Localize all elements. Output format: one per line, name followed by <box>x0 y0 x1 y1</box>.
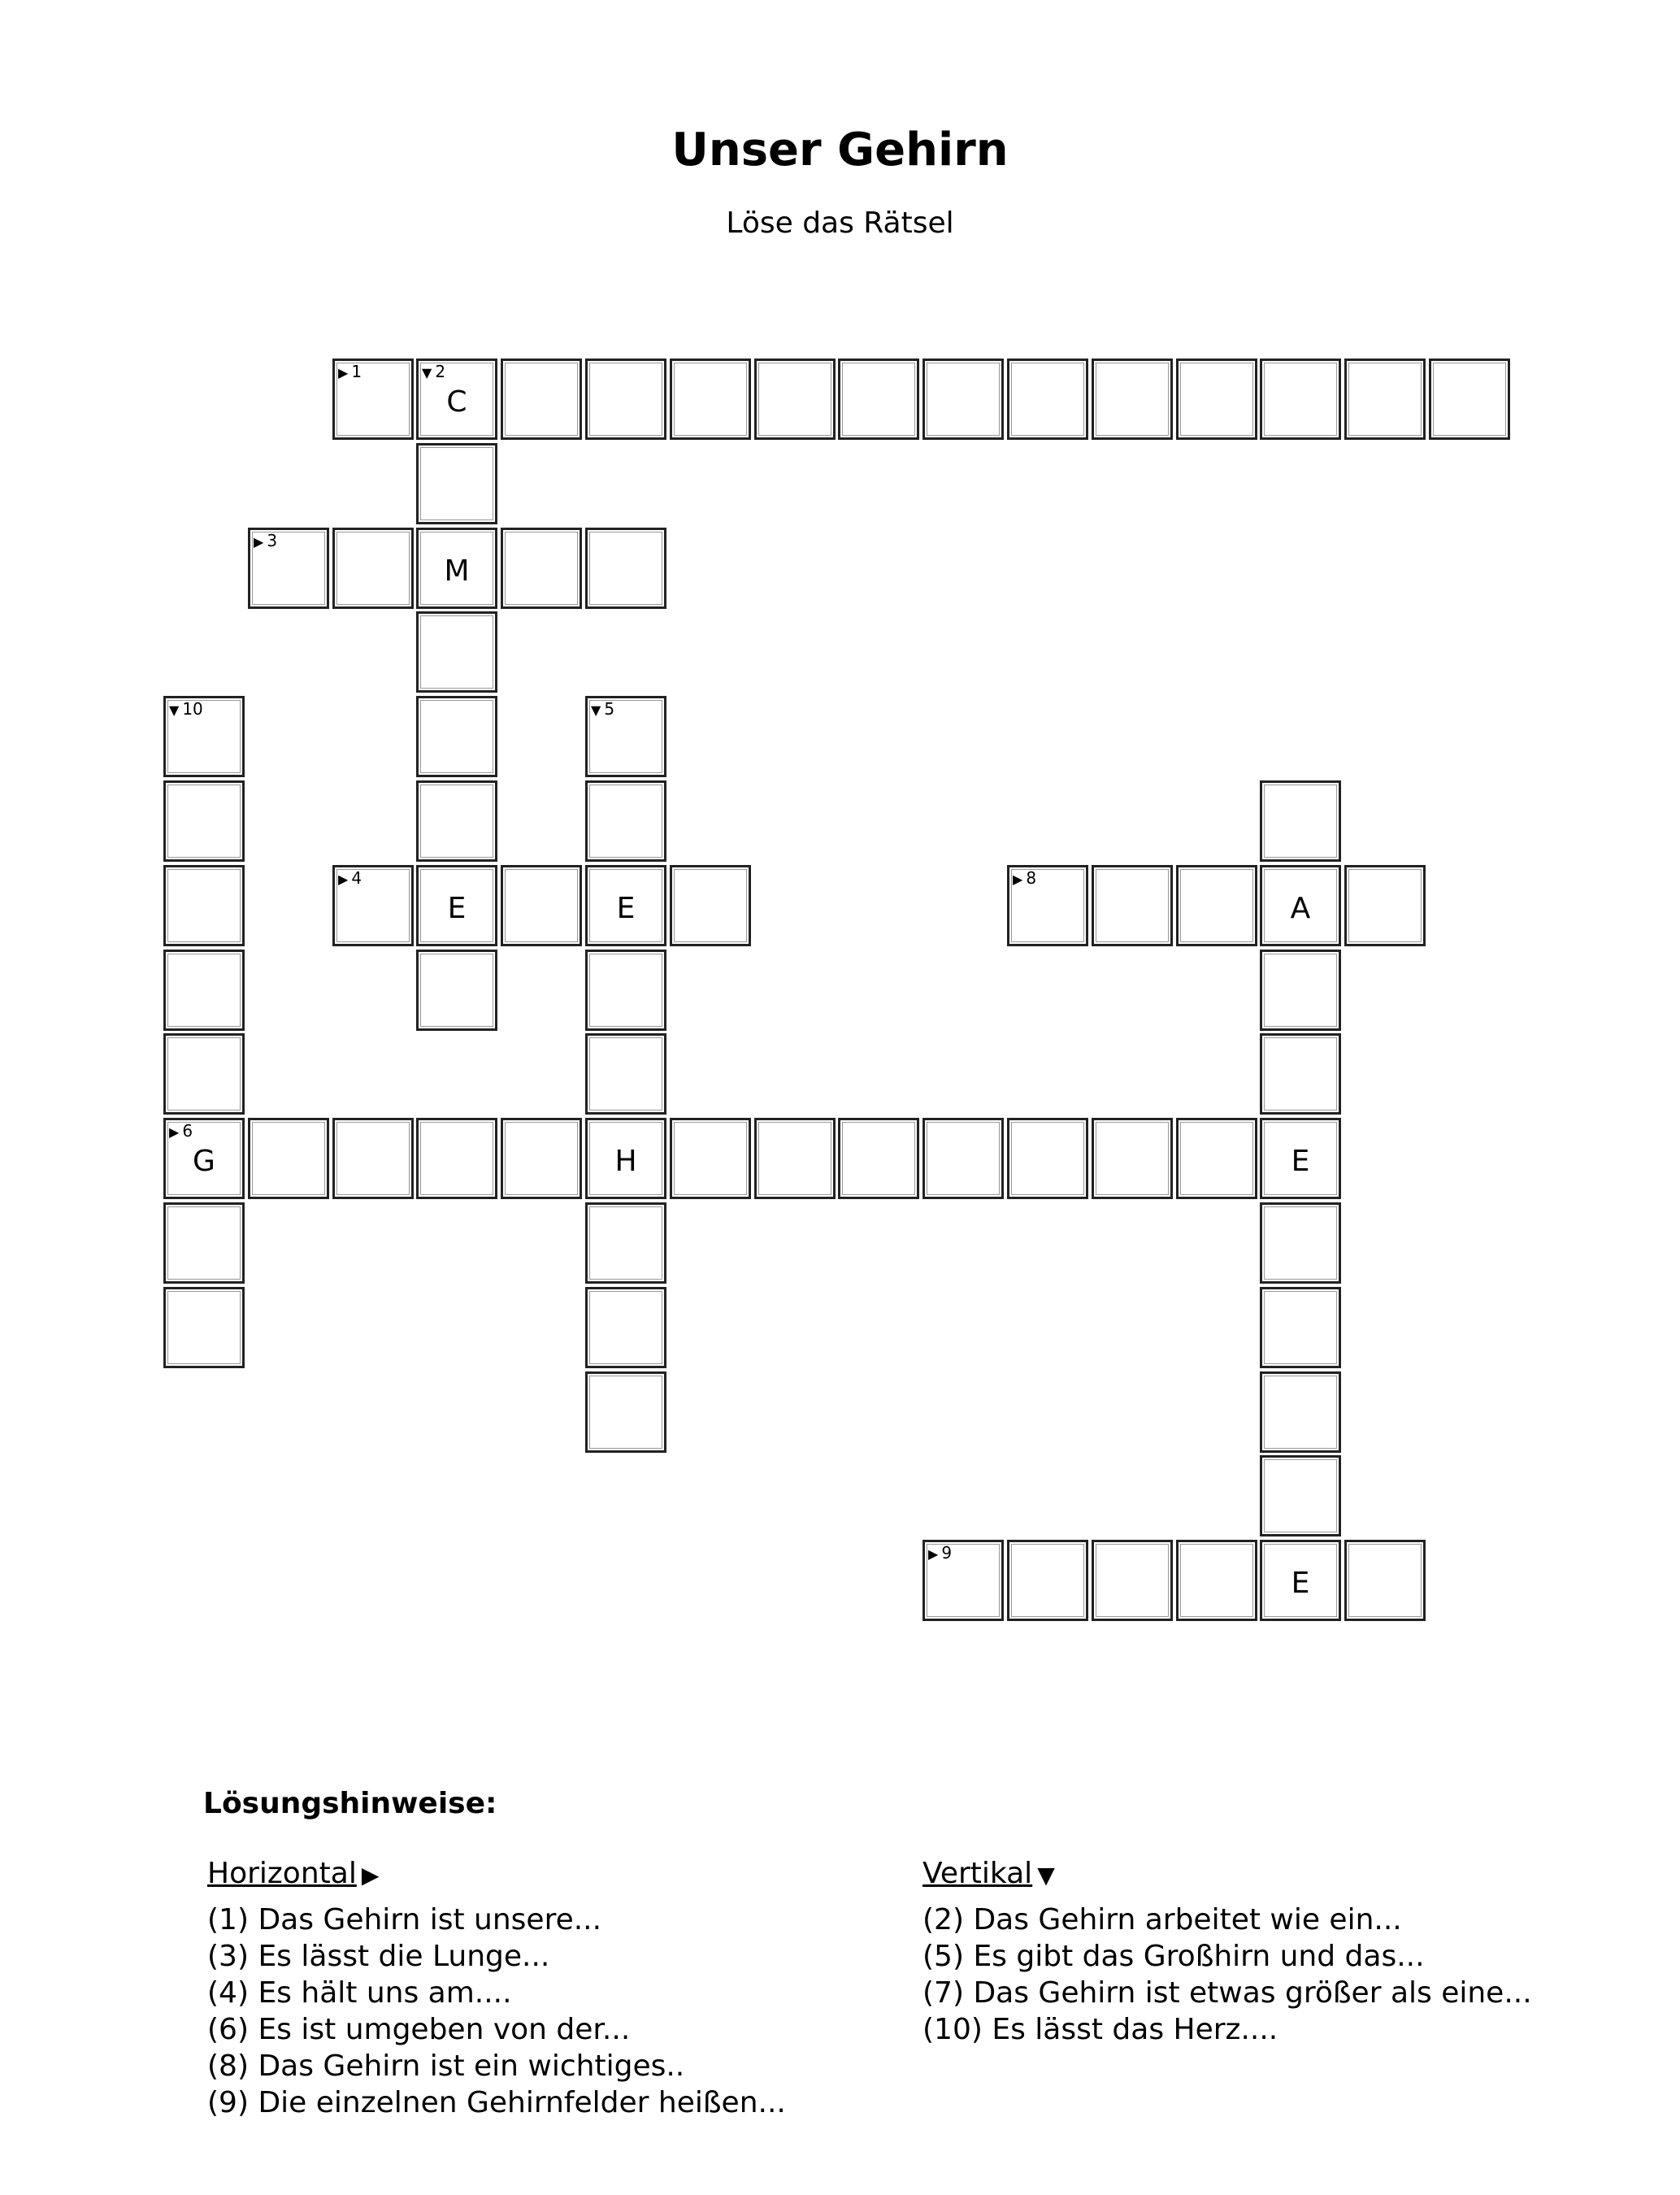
grid-cell[interactable] <box>585 1118 666 1199</box>
grid-cell[interactable] <box>670 1118 751 1199</box>
grid-cell[interactable] <box>585 780 666 862</box>
grid-cell[interactable] <box>1260 1202 1341 1284</box>
grid-cell[interactable] <box>585 696 666 777</box>
grid-cell[interactable] <box>1260 1118 1341 1199</box>
grid-cell[interactable] <box>922 359 1004 440</box>
grid-cell[interactable] <box>754 359 836 440</box>
clue-number-label: 4 <box>351 868 362 888</box>
grid-cell[interactable] <box>416 443 497 524</box>
clue-item: (9) Die einzelnen Gehirnfelder heißen... <box>207 2086 786 2119</box>
grid-cell[interactable] <box>754 1118 836 1199</box>
grid-cell[interactable] <box>1176 1540 1257 1621</box>
right-arrow-icon: ▶ <box>169 1124 180 1140</box>
grid-cell[interactable] <box>1260 780 1341 862</box>
grid-cell[interactable] <box>416 1118 497 1199</box>
grid-cell[interactable] <box>332 1118 414 1199</box>
grid-cell[interactable] <box>1092 1540 1173 1621</box>
grid-cell[interactable] <box>1260 1033 1341 1115</box>
clue-item: (2) Das Gehirn arbeitet wie ein... <box>922 1903 1402 1936</box>
cell-letter: E <box>616 891 636 925</box>
clue-item: (10) Es lässt das Herz.... <box>922 2013 1278 2046</box>
grid-cell[interactable] <box>670 359 751 440</box>
grid-cell[interactable] <box>163 865 245 946</box>
grid-cell[interactable] <box>332 359 414 440</box>
grid-cell[interactable] <box>838 1118 919 1199</box>
grid-cell[interactable] <box>1007 1118 1088 1199</box>
grid-cell[interactable] <box>1260 1455 1341 1536</box>
grid-cell[interactable] <box>1260 1540 1341 1621</box>
grid-cell[interactable] <box>501 359 582 440</box>
grid-cell[interactable] <box>670 865 751 946</box>
grid-cell[interactable] <box>416 611 497 693</box>
clue-item: (5) Es gibt das Großhirn und das... <box>922 1940 1425 1973</box>
grid-cell[interactable] <box>163 1118 245 1199</box>
page-title: Unser Gehirn <box>671 124 1009 176</box>
right-arrow-icon: ▶ <box>1013 871 1023 887</box>
grid-cell[interactable] <box>1092 1118 1173 1199</box>
clue-number-label: 6 <box>182 1121 193 1141</box>
cell-letter: E <box>1291 1144 1310 1178</box>
clue-number-label: 1 <box>351 362 362 381</box>
grid-cell[interactable] <box>1092 865 1173 946</box>
clue-number <box>1013 869 1036 889</box>
grid-cell[interactable] <box>248 528 329 609</box>
grid-cell[interactable] <box>922 1118 1004 1199</box>
grid-cell[interactable] <box>585 950 666 1031</box>
vertical-clue-list <box>922 1902 1532 2048</box>
horizontal-heading: Horizontal <box>207 1857 357 1890</box>
cell-letter: A <box>1290 891 1311 925</box>
clue-item: (8) Das Gehirn ist ein wichtiges.. <box>207 2049 685 2083</box>
grid-cell[interactable] <box>1260 865 1341 946</box>
grid-cell[interactable] <box>585 359 666 440</box>
cell-letter: E <box>1291 1566 1310 1600</box>
clue-item: (1) Das Gehirn ist unsere... <box>207 1903 602 1936</box>
grid-cell[interactable] <box>585 1033 666 1115</box>
grid-cell[interactable] <box>416 528 497 609</box>
cell-letter: G <box>193 1144 215 1178</box>
grid-cell[interactable] <box>416 950 497 1031</box>
grid-cell[interactable] <box>838 359 919 440</box>
right-arrow-icon: ▶ <box>254 534 264 550</box>
grid-cell[interactable] <box>163 950 245 1031</box>
grid-cell[interactable] <box>1007 865 1088 946</box>
grid-cell[interactable] <box>501 528 582 609</box>
grid-cell[interactable] <box>1344 865 1426 946</box>
grid-cell[interactable] <box>1260 1287 1341 1368</box>
down-arrow-icon: ▼ <box>422 365 432 380</box>
clues-heading: Lösungshinweise: <box>203 1787 497 1820</box>
grid-cell[interactable] <box>248 1118 329 1199</box>
grid-cell[interactable] <box>1344 1540 1426 1621</box>
clue-number-label: 3 <box>267 531 278 550</box>
cell-letter: E <box>447 891 467 925</box>
grid-cell[interactable] <box>585 1371 666 1453</box>
clue-item: (6) Es ist umgeben von der... <box>207 2013 631 2046</box>
grid-cell[interactable] <box>416 696 497 777</box>
right-arrow-icon: ▶ <box>928 1546 939 1562</box>
grid-cell[interactable] <box>585 1202 666 1284</box>
grid-cell[interactable] <box>163 1202 245 1284</box>
cell-letter: C <box>446 385 467 419</box>
clue-number-label: 2 <box>435 362 446 381</box>
grid-cell[interactable] <box>922 1540 1004 1621</box>
clue-number-label: 10 <box>182 699 203 719</box>
grid-cell[interactable] <box>163 1287 245 1368</box>
right-arrow-icon: ▶ <box>338 365 349 380</box>
grid-cell[interactable] <box>1344 359 1426 440</box>
down-arrow-icon: ▼ <box>169 702 180 718</box>
clue-number-label: 8 <box>1026 868 1037 888</box>
grid-cell[interactable] <box>416 780 497 862</box>
grid-cell[interactable] <box>585 865 666 946</box>
clue-number <box>338 869 362 889</box>
grid-cell[interactable] <box>585 528 666 609</box>
cell-letter: H <box>614 1144 637 1178</box>
right-arrow-icon: ▶ <box>361 1862 380 1889</box>
grid-cell[interactable] <box>585 1287 666 1368</box>
grid-cell[interactable] <box>1092 359 1173 440</box>
grid-cell[interactable] <box>1260 1371 1341 1453</box>
grid-cell[interactable] <box>1429 359 1510 440</box>
clue-number <box>254 532 277 551</box>
grid-cell[interactable] <box>332 528 414 609</box>
grid-cell[interactable] <box>1007 1540 1088 1621</box>
grid-cell[interactable] <box>1007 359 1088 440</box>
grid-cell[interactable] <box>1176 865 1257 946</box>
right-arrow-icon: ▶ <box>338 871 349 887</box>
grid-cell[interactable] <box>501 1118 582 1199</box>
clue-item: (7) Das Gehirn ist etwas größer als eine... <box>922 1976 1532 2010</box>
horizontal-clue-list <box>207 1902 786 2121</box>
clue-number <box>591 700 614 719</box>
grid-cell[interactable] <box>416 359 497 440</box>
grid-cell[interactable] <box>163 780 245 862</box>
clue-number-label: 5 <box>604 699 615 719</box>
grid-cell[interactable] <box>1176 359 1257 440</box>
grid-cell[interactable] <box>501 865 582 946</box>
clues-horizontal <box>207 1855 786 2121</box>
grid-cell[interactable] <box>416 865 497 946</box>
grid-cell[interactable] <box>1260 359 1341 440</box>
clue-item: (3) Es lässt die Lunge... <box>207 1940 550 1973</box>
clue-number <box>169 700 203 719</box>
grid-cell[interactable] <box>332 865 414 946</box>
clue-item: (4) Es hält uns am.... <box>207 1976 512 2010</box>
down-arrow-icon: ▼ <box>1037 1862 1055 1889</box>
down-arrow-icon: ▼ <box>591 702 601 718</box>
vertical-heading: Vertikal <box>922 1857 1033 1890</box>
grid-cell[interactable] <box>1260 950 1341 1031</box>
clue-number-label: 9 <box>941 1543 953 1563</box>
clue-number <box>338 363 362 382</box>
clue-number <box>928 1544 952 1563</box>
grid-cell[interactable] <box>163 1033 245 1115</box>
clues-vertical <box>922 1855 1532 2048</box>
cell-letter: M <box>444 554 470 588</box>
page-subtitle: Löse das Rätsel <box>726 206 954 240</box>
grid-cell[interactable] <box>163 696 245 777</box>
grid-cell[interactable] <box>1176 1118 1257 1199</box>
